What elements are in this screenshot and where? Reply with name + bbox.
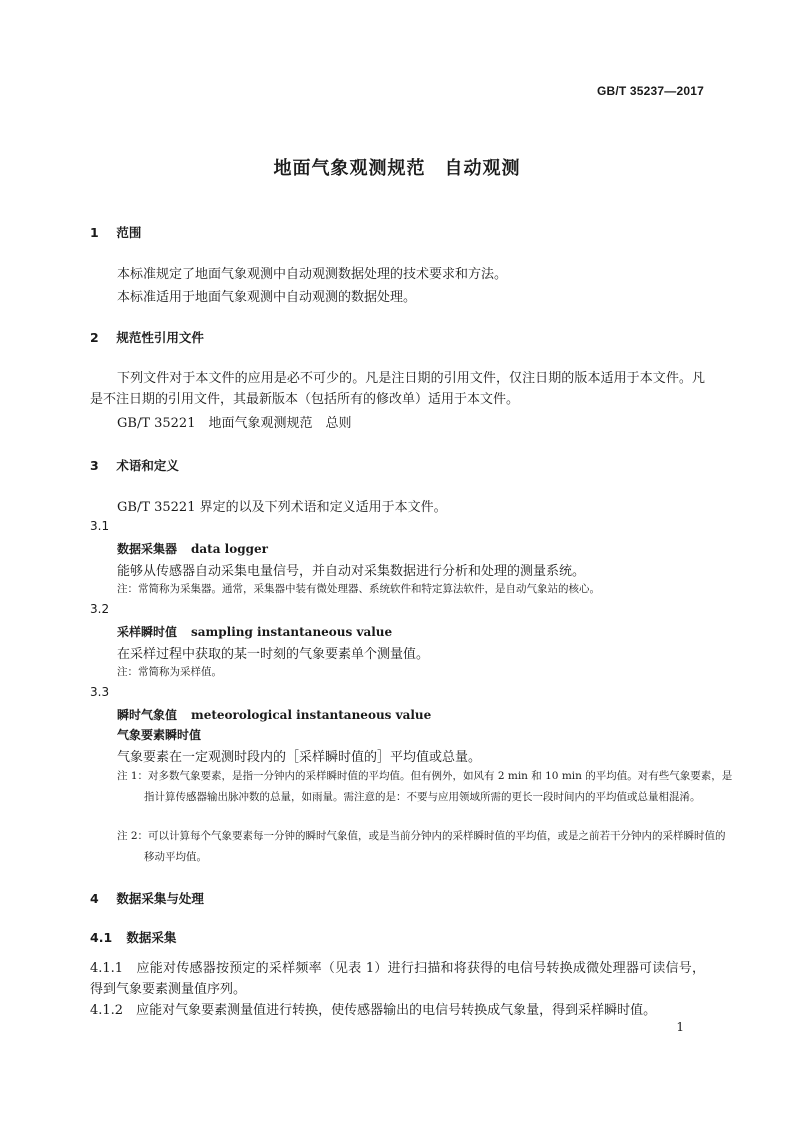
term-meteorological-instantaneous-value: [117, 706, 431, 723]
section-title: 术语和定义: [116, 458, 179, 473]
clause-4-1-1: 4.1.1 应能对传感器按预定的采样频率（见表 1）进行扫描和将获得的电信号转换成微处理器可读信号，得到气象要素测量值序列。: [90, 961, 705, 997]
terms-intro: GB/T 35221 界定的以及下列术语和定义适用于本文件。: [117, 500, 447, 515]
section-number: 3: [90, 458, 99, 473]
section-4-heading: [90, 889, 204, 907]
term-en: meteorological instantaneous value: [191, 708, 432, 722]
subsection-title: 数据采集: [126, 930, 177, 945]
section-number: 1: [90, 225, 99, 240]
section-title: 数据采集与处理: [116, 891, 204, 906]
clause-number-3-1: 3.1: [90, 519, 110, 533]
normative-reference-item: GB/T 35221 地面气象观测规范 总则: [117, 416, 352, 431]
term-alternative: 气象要素瞬时值: [117, 728, 202, 742]
term-definition: 能够从传感器自动采集电量信号，并自动对采集数据进行分析和处理的测量系统。: [117, 564, 586, 579]
term-en: sampling instantaneous value: [191, 625, 393, 639]
clause-4-1-2: 4.1.2 应能对气象要素测量值进行转换，使传感器输出的电信号转换成气象量，得到采样瞬时值。: [90, 1003, 657, 1018]
section-title: 规范性引用文件: [116, 330, 204, 345]
term-note: 注：常简称为采集器。通常，采集器中装有微处理器、系统软件和特定算法软件，是自动气象站的核心。: [117, 583, 600, 595]
term-note-1: 注 1：对多数气象要素，是指一分钟内的采样瞬时值的平均值。但有例外，如风有 2 min 和 10 min 的平均值。对有些气象要素，是指计算传感器输出脉冲数的总量，如雨量。需注意的是：不要与应用领域所需的更长一段时间内的平均值或总量相混淆。: [117, 770, 733, 803]
subsection-number: 4.1: [90, 930, 113, 945]
normative-references-paragraph: 下列文件对于本文件的应用是必不可少的。凡是注日期的引用文件，仅注日期的版本适用于本文件。凡是不注日期的引用文件，其最新版本（包括所有的修改单）适用于本文件。: [90, 371, 705, 407]
section-3-heading: [90, 456, 179, 474]
term-zh: 采样瞬时值: [117, 625, 178, 639]
term-note-2: 注 2：可以计算每个气象要素每一分钟的瞬时气象值，或是当前分钟内的采样瞬时值的平均值，或是之前若干分钟内的采样瞬时值的移动平均值。: [117, 830, 726, 863]
section-number: 2: [90, 330, 99, 345]
term-sampling-instantaneous-value: [117, 623, 392, 640]
standard-number: GB/T 35237—2017: [596, 84, 704, 98]
term-zh: 瞬时气象值: [117, 708, 178, 722]
section-2-heading: [90, 328, 204, 346]
term-definition: 气象要素在一定观测时段内的［采样瞬时值的］平均值或总量。: [117, 750, 482, 765]
term-definition: 在采样过程中获取的某一时刻的气象要素单个测量值。: [117, 647, 430, 662]
term-data-logger: [117, 540, 268, 557]
subsection-4-1-heading: [90, 928, 176, 946]
term-note: 注：常简称为采样值。: [117, 666, 222, 678]
section-number: 4: [90, 891, 99, 906]
term-zh: 数据采集器: [117, 542, 178, 556]
section-1-heading: [90, 223, 141, 241]
scope-paragraph-1: 本标准规定了地面气象观测中自动观测数据处理的技术要求和方法。: [117, 267, 508, 282]
page-number: 1: [676, 1020, 684, 1034]
term-en: data logger: [191, 542, 268, 556]
document-title: 地面气象观测规范 自动观测: [273, 158, 521, 179]
section-title: 范围: [116, 225, 142, 240]
clause-number-3-3: 3.3: [90, 685, 110, 699]
scope-paragraph-2: 本标准适用于地面气象观测中自动观测的数据处理。: [117, 290, 417, 305]
clause-number-3-2: 3.2: [90, 602, 110, 616]
